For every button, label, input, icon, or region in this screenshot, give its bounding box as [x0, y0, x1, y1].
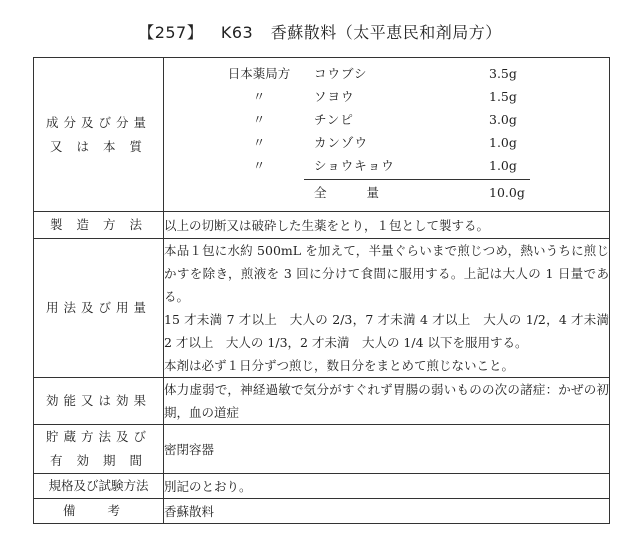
label-composition-line1: 成分及び分量 [45, 114, 151, 130]
total-divider [304, 179, 530, 180]
title-number: 【257】 [138, 23, 204, 42]
manufacturing-text: 以上の切断又は破砕した生薬をとり，１包として製する。 [164, 212, 610, 239]
ingredient-amount: 3.0g [489, 112, 517, 127]
dosage-content [164, 239, 610, 378]
ingredient-name: ソヨウ [314, 89, 355, 104]
title-code: K63 [220, 23, 254, 42]
ingredient-name: チンピ [314, 112, 354, 127]
row-manufacturing [34, 212, 610, 239]
ingredient-row [164, 63, 609, 85]
total-row [164, 182, 609, 204]
total-label: 全 量 [314, 185, 397, 200]
ingredient-source: 〃 [252, 89, 266, 104]
row-remarks [34, 499, 610, 524]
efficacy-text: 体力虚弱で，神経過敏で気分がすぐれず胃腸の弱いものの次の諸症：かぜの初期，血の道症 [164, 378, 610, 425]
label-storage [34, 425, 164, 474]
monograph-table [33, 57, 610, 524]
dosage-paragraph: 本品１包に水約 500mL を加えて，半量ぐらいまで煎じつめ，熱いうちに煎じかすを除き，煎液を 3 回に分けて食間に服用する。上記は大人の 1 日量である。 [164, 243, 609, 304]
title-name: 香蘇散料（太平恵民和剤局方） [270, 23, 502, 42]
ingredient-source: 〃 [252, 112, 266, 127]
composition-content [164, 58, 610, 212]
standards-text: 別記のとおり。 [164, 474, 610, 499]
dosage-paragraph: 本剤は必ず１日分ずつ煎じ，数日分をまとめて煎じないこと。 [164, 358, 515, 373]
ingredient-name: ショウキョウ [314, 158, 395, 173]
ingredient-name: カンゾウ [314, 135, 369, 150]
label-standards: 規格及び試験方法 [34, 474, 164, 499]
row-composition [34, 58, 610, 212]
label-composition [34, 58, 164, 212]
storage-text: 密閉容器 [164, 425, 610, 474]
label-efficacy: 効能又は効果 [34, 378, 164, 425]
label-manufacturing: 製 造 方 法 [34, 212, 164, 239]
total-amount: 10.0g [489, 185, 525, 200]
page-title [0, 20, 640, 43]
ingredient-amount: 3.5g [489, 66, 517, 81]
ingredient-source: 〃 [252, 135, 266, 150]
label-remarks: 備 考 [34, 499, 164, 524]
ingredient-amount: 1.0g [489, 135, 517, 150]
ingredient-source: 日本薬局方 [227, 66, 291, 81]
ingredient-name: コウブシ [314, 66, 368, 81]
remarks-text: 香蘇散料 [164, 499, 610, 524]
row-storage [34, 425, 610, 474]
ingredient-source: 〃 [252, 158, 266, 173]
dosage-paragraph: 15 才未満 7 才以上 大人の 2/3，7 才未満 4 才以上 大人の 1/2，4 才未満 2 才以上 大人の 1/3，2 才未満 大人の 1/4 以下を服用する。 [164, 312, 609, 350]
ingredient-row [164, 132, 609, 154]
row-standards [34, 474, 610, 499]
label-storage-line2: 有 効 期 間 [50, 453, 147, 468]
ingredient-row [164, 155, 609, 177]
row-efficacy [34, 378, 610, 425]
label-composition-line2: 又 は 本 質 [50, 138, 147, 154]
row-dosage [34, 239, 610, 378]
label-storage-line1: 貯蔵方法及び [45, 429, 151, 444]
ingredient-row [164, 109, 609, 131]
label-dosage: 用法及び用量 [34, 239, 164, 378]
ingredient-amount: 1.5g [489, 89, 517, 104]
ingredient-amount: 1.0g [489, 158, 517, 173]
ingredient-row [164, 86, 609, 108]
ingredient-list [164, 61, 609, 208]
